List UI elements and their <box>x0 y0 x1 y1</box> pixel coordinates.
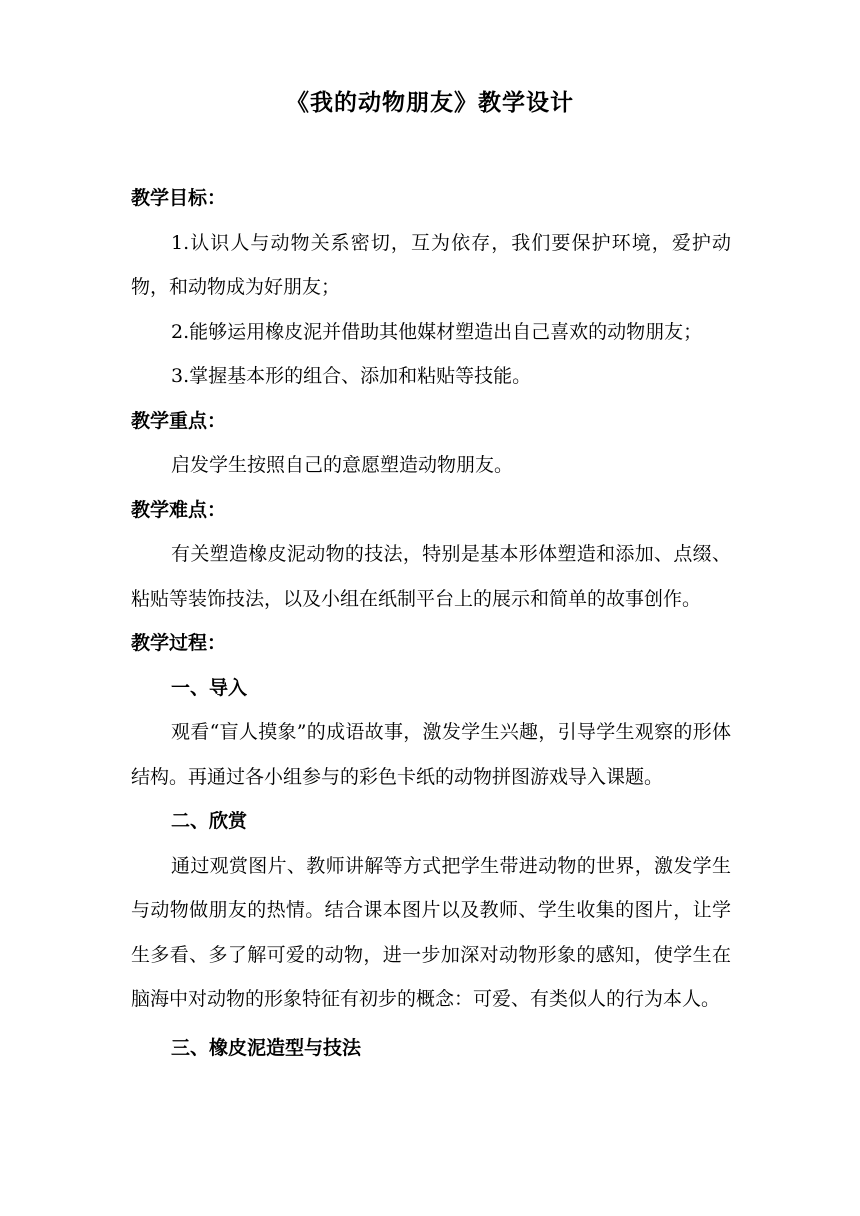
difficulties-text: 有关塑造橡皮泥动物的技法，特别是基本形体塑造和添加、点缀、粘贴等装饰技法，以及小组在纸制平台上的展示和简单的故事创作。 <box>131 543 731 610</box>
key-points-text: 启发学生按照自己的意愿塑造动物朋友。 <box>171 454 514 476</box>
process-heading: 教学过程： <box>131 632 227 654</box>
document-title: 《我的动物朋友》教学设计 <box>286 89 574 116</box>
objectives-heading: 教学目标： <box>131 187 227 209</box>
objective-item-3: 3.掌握基本形的组合、添加和粘贴等技能。 <box>171 365 532 387</box>
process-step-2-text: 通过观赏图片、教师讲解等方式把学生带进动物的世界，激发学生与动物做朋友的热情。结合课本图片以及教师、学生收集的图片，让学生多看、多了解可爱的动物，进一步加深对动物形象的感知，使学生在脑海中对动物的形象特征有初步的概念：可爱、有类似人的行为本人。 <box>131 854 731 1010</box>
process-step-1-text: 观看“盲人摸象”的成语故事，激发学生兴趣，引导学生观察的形体结构。再通过各小组参与的彩色卡纸的动物拼图游戏导入课题。 <box>131 721 731 788</box>
process-step-3-title: 三、橡皮泥造型与技法 <box>171 1036 362 1059</box>
process-step-1-title: 一、导入 <box>171 676 248 699</box>
document-body <box>131 176 731 1070</box>
objective-item-2: 2.能够运用橡皮泥并借助其他媒材塑造出自己喜欢的动物朋友； <box>171 320 703 343</box>
key-points-heading: 教学重点： <box>131 409 227 432</box>
process-step-2-title: 二、欣赏 <box>171 810 248 832</box>
objective-item-1: 1.认识人与动物关系密切，互为依存，我们要保护环境，爱护动物，和动物成为好朋友； <box>131 231 731 298</box>
difficulties-heading: 教学难点： <box>131 498 227 521</box>
